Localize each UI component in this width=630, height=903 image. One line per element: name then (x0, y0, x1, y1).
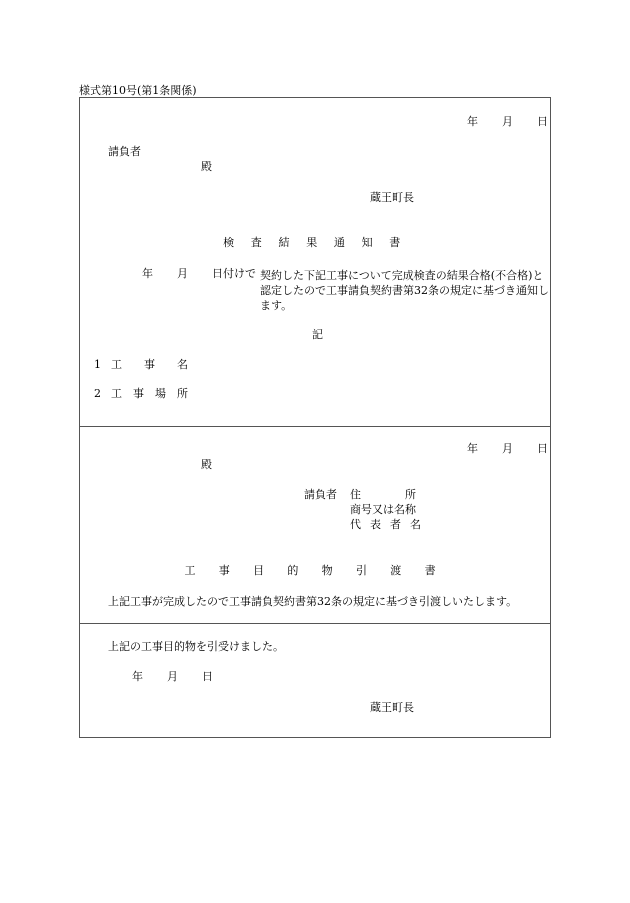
item-row-2 (94, 388, 188, 399)
receipt-date-month: 月 (167, 670, 178, 683)
notice-body-text: 契約した下記工事について完成検査の結果合格(不合格)と認定したので工事請負契約書第32条の規定に基づき通知します。 (260, 269, 549, 312)
item-label-1: 工 事 名 (111, 358, 188, 371)
body-date-year: 年 (142, 267, 153, 280)
receipt-date-year: 年 (132, 670, 143, 683)
handover-date-month: 月 (502, 442, 513, 455)
body-date-day: 日付けで (212, 267, 256, 280)
date-month: 月 (502, 115, 513, 128)
notice-date (467, 116, 548, 127)
handover-title: 工 事 目 的 物 引 渡 書 (184, 564, 446, 577)
issuer: 蔵王町長 (370, 191, 414, 204)
handover-honorific: 殿 (201, 458, 212, 471)
addressee-label: 請負者 (108, 145, 141, 158)
item-row-1 (94, 359, 188, 370)
section-divider-1 (80, 426, 550, 427)
section-divider-2 (80, 623, 550, 624)
item-num-1: 1 (94, 358, 101, 371)
receipt-body: 上記の工事目的物を引受けました。 (108, 640, 284, 653)
handover-date-year: 年 (467, 442, 478, 455)
body-date (142, 268, 256, 279)
contractor-label: 請負者 (304, 488, 337, 501)
date-year: 年 (467, 115, 478, 128)
name-label: 商号又は名称 (350, 503, 416, 516)
form-frame (79, 97, 551, 738)
address-label: 住 所 (350, 488, 416, 501)
handover-date (467, 443, 548, 454)
receipt-issuer: 蔵王町長 (370, 701, 414, 714)
ki-label: 記 (312, 328, 323, 341)
honorific: 殿 (201, 160, 212, 173)
form-number: 様式第10号(第1条関係) (79, 84, 197, 97)
receipt-date-day: 日 (202, 670, 213, 683)
representative-label: 代 表 者 名 (350, 518, 424, 531)
item-num-2: 2 (94, 387, 101, 400)
handover-body: 上記工事が完成したので工事請負契約書第32条の規定に基づき引渡しいたします。 (108, 595, 518, 608)
notice-body-line1 (260, 268, 550, 313)
notice-title: 検 査 結 果 通 知 書 (223, 236, 407, 249)
body-date-month: 月 (177, 267, 188, 280)
handover-date-day: 日 (537, 442, 548, 455)
receipt-date (132, 671, 213, 682)
item-label-2: 工 事 場 所 (111, 387, 188, 400)
date-day: 日 (537, 115, 548, 128)
